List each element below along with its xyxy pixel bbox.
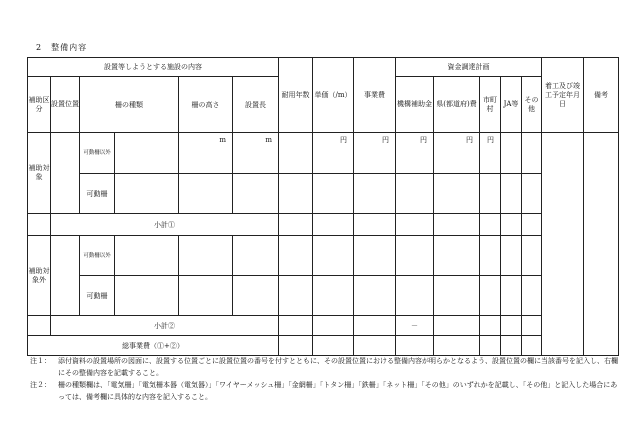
cell <box>396 336 434 356</box>
header-fence-height: 柵の高さ <box>179 77 233 133</box>
cell <box>501 316 522 336</box>
fence-row-label: 可動柵 <box>80 174 115 214</box>
note-text: 柵の種類欄は、「電気柵」「電気柵本器（電気器）」「ワイヤーメッシュ柵」「金網柵」「トタン柵」「鉄柵」「ネット柵」「その他」のいずれかを記載し、「その他」と記入した場合にあっては、備考欄に具体的な内容を記入すること。 <box>58 381 618 401</box>
cell <box>233 236 279 276</box>
header-project-cost: 事業費 <box>354 58 396 133</box>
header-funding-group: 資金調達計画 <box>396 58 542 77</box>
header-other: その他 <box>522 77 542 133</box>
note-2 <box>30 379 620 403</box>
cell <box>354 236 396 276</box>
cell <box>501 214 522 236</box>
cell <box>434 316 480 336</box>
cell <box>354 316 396 336</box>
facility-table <box>27 57 619 356</box>
note-text: 添付資料の設置場所の図面に、設置する位置ごとに設置位置の番号を付すとともに、その設置位置における整備内容が明らかとなるよう、設置位置の欄に当該番号を記入し、右欄にその整備内容を記載すること。 <box>58 357 618 377</box>
cell <box>501 236 522 276</box>
unit-label: 円 <box>396 133 434 174</box>
cell <box>179 174 233 214</box>
cell <box>434 174 480 214</box>
cell <box>279 214 313 236</box>
cell <box>313 236 354 276</box>
cell <box>396 236 434 276</box>
cell <box>522 316 542 336</box>
cell <box>522 174 542 214</box>
cell <box>434 214 480 236</box>
unit-label: 円 <box>434 133 480 174</box>
cell <box>522 336 542 356</box>
cell <box>313 336 354 356</box>
cell <box>501 174 522 214</box>
header-pref-cost: 県(都道府)費 <box>434 77 480 133</box>
cell <box>480 316 501 336</box>
cell <box>522 236 542 276</box>
cell <box>115 133 179 174</box>
cell <box>233 276 279 316</box>
cell <box>522 133 542 174</box>
cell <box>115 276 179 316</box>
cell <box>233 174 279 214</box>
cell <box>434 336 480 356</box>
cell <box>396 174 434 214</box>
header-facility-group: 設置等しようとする施設の内容 <box>28 58 279 77</box>
cell <box>28 316 51 336</box>
cell <box>354 214 396 236</box>
cell <box>279 133 313 174</box>
cell <box>51 133 80 214</box>
cell <box>279 174 313 214</box>
cell <box>396 276 434 316</box>
cell <box>354 336 396 356</box>
note-1 <box>30 355 620 379</box>
cell <box>480 336 501 356</box>
cell <box>434 276 480 316</box>
header-useful-life: 耐用年数 <box>279 58 313 133</box>
header-unit-price: 単価（/m） <box>313 58 354 133</box>
cell <box>51 236 80 316</box>
header-subsidy-type: 補助区分 <box>28 77 51 133</box>
cell <box>279 316 313 336</box>
cell <box>480 236 501 276</box>
header-location: 設置位置 <box>51 77 80 133</box>
section-label-target: 補助対象 <box>28 133 51 214</box>
cell <box>480 276 501 316</box>
section-title: 2 整備内容 <box>36 43 88 52</box>
remarks-cell <box>584 133 619 356</box>
cell <box>279 236 313 276</box>
cell <box>396 214 434 236</box>
cell <box>179 236 233 276</box>
cell <box>354 174 396 214</box>
header-fence-type: 柵の種類 <box>80 77 179 133</box>
fence-row-label: 可動柵以外 <box>80 236 115 276</box>
section-label-non-target: 補助対象外 <box>28 236 51 316</box>
cell <box>313 214 354 236</box>
cell <box>522 214 542 236</box>
fence-row-label: 可動柵以外 <box>80 133 115 174</box>
cell <box>480 174 501 214</box>
unit-label: 円 <box>480 133 501 174</box>
cell <box>480 214 501 236</box>
cell <box>279 336 313 356</box>
header-remarks: 備考 <box>584 58 619 133</box>
cell <box>501 276 522 316</box>
cell <box>522 276 542 316</box>
cell <box>313 276 354 316</box>
schedule-cell <box>542 133 584 356</box>
unit-label: m <box>233 133 279 174</box>
subtotal-1-label: 小計① <box>51 214 279 236</box>
notes <box>30 355 620 403</box>
fence-row-label: 可動柵 <box>80 276 115 316</box>
cell <box>313 316 354 336</box>
cell <box>279 276 313 316</box>
subtotal-2-label: 小計② <box>51 316 279 336</box>
note-label: 注２： <box>30 381 51 389</box>
cell <box>115 174 179 214</box>
unit-label: 円 <box>313 133 354 174</box>
header-city-cost: 市町村 <box>480 77 501 133</box>
unit-label: m <box>179 133 233 174</box>
cell <box>313 174 354 214</box>
cell <box>28 214 51 236</box>
cell <box>354 276 396 316</box>
note-label: 注１： <box>30 357 51 365</box>
cell <box>179 276 233 316</box>
unit-label: 円 <box>354 133 396 174</box>
cell <box>501 133 522 174</box>
cell <box>115 236 179 276</box>
cell <box>501 336 522 356</box>
total-label: 総事業費（①+②） <box>28 336 279 356</box>
cell <box>434 236 480 276</box>
header-schedule: 着工及び竣工予定年月日 <box>542 58 584 133</box>
subtotal-2-dash: － <box>396 316 434 336</box>
header-org-subsidy: 機構補助金 <box>396 77 434 133</box>
header-length: 設置長 <box>233 77 279 133</box>
header-ja: JA等 <box>501 77 522 133</box>
